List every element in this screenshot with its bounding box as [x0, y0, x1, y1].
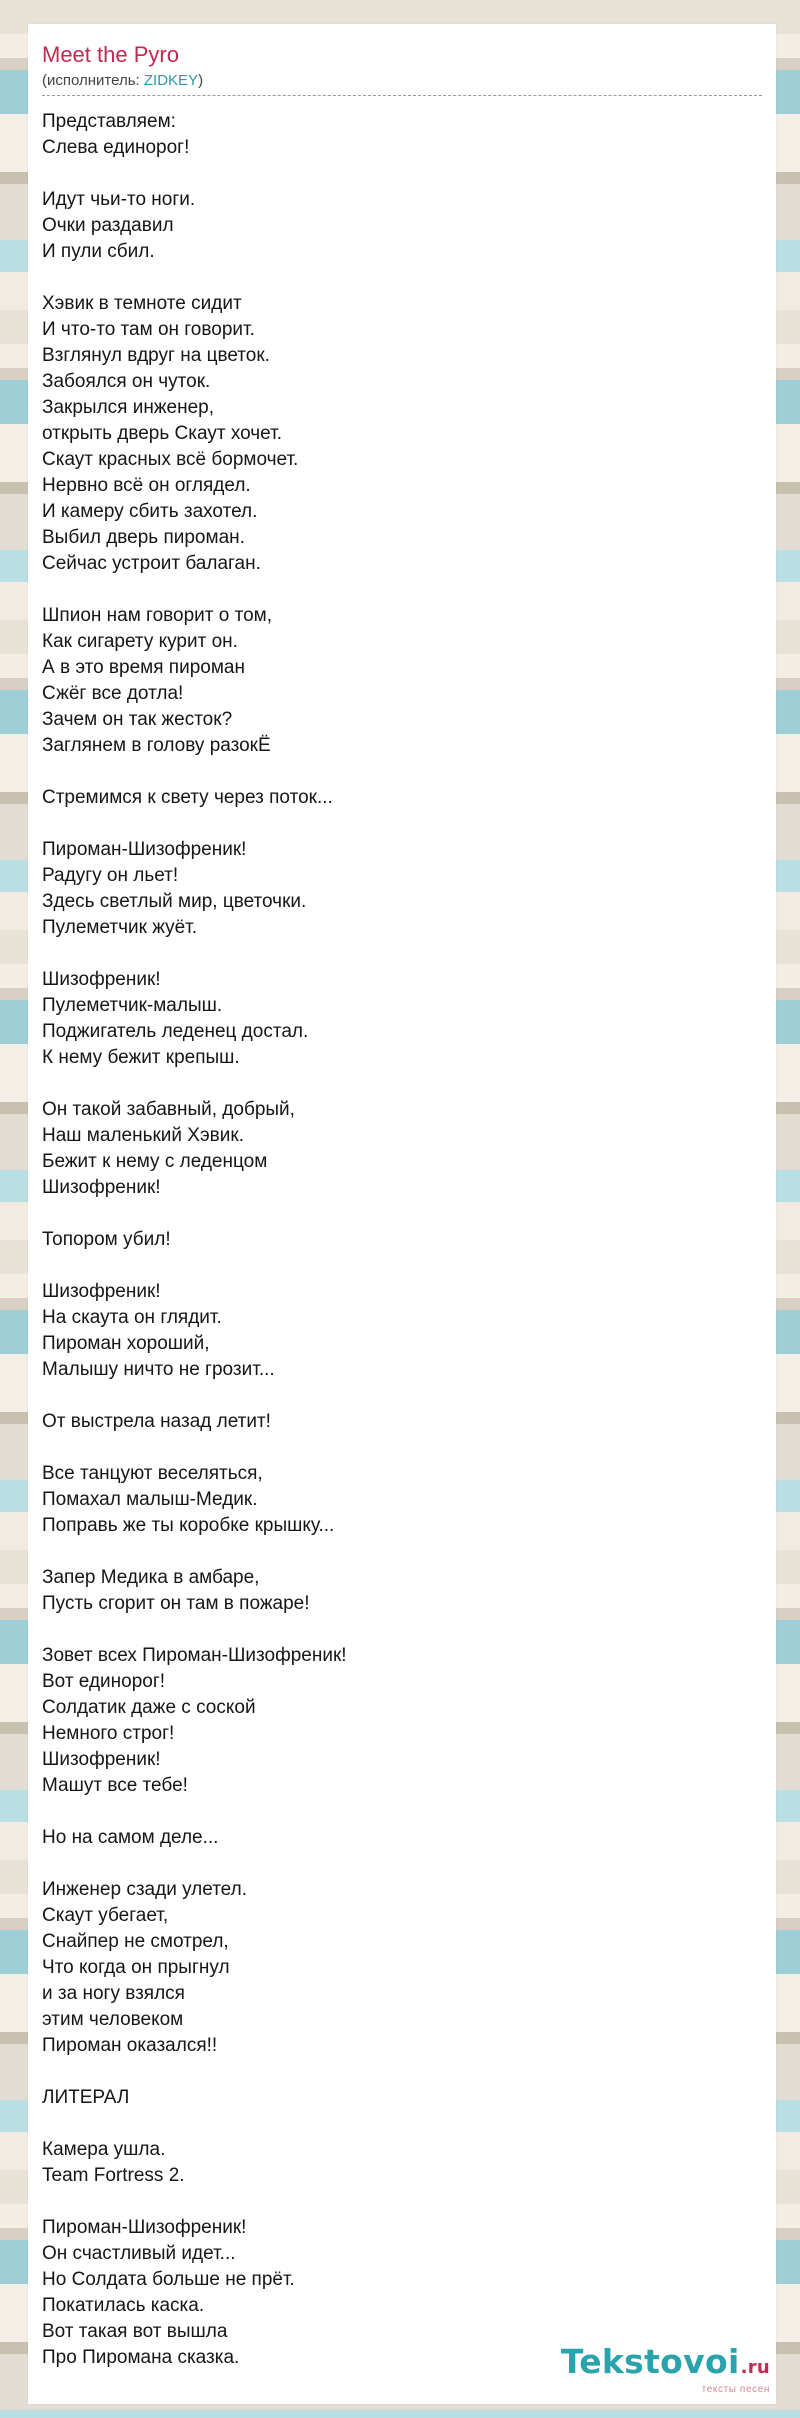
lyric-line: Он счастливый идет...	[42, 2243, 236, 2264]
lyric-line: Закрылся инженер,	[42, 397, 215, 418]
lyric-line: Шизофреник!	[42, 1281, 161, 1302]
lyric-line	[42, 1617, 762, 1643]
lyric-line	[42, 1201, 762, 1227]
lyric-line	[42, 2111, 762, 2137]
lyric-line: Что когда он прыгнул	[42, 1957, 230, 1978]
lyric-line: Забоялся он чуток.	[42, 371, 211, 392]
lyric-line: открыть дверь Скаут хочет.	[42, 423, 282, 444]
lyric-line: Инженер сзади улетел.	[42, 1879, 247, 1900]
lyric-line: Пироман оказался!!	[42, 2035, 218, 2056]
lyrics-card	[28, 24, 776, 2404]
lyric-line: Но Солдата больше не прёт.	[42, 2269, 295, 2290]
lyric-line	[42, 1435, 762, 1461]
lyric-line	[42, 2059, 762, 2085]
lyric-line: Слева единорог!	[42, 137, 190, 158]
lyric-line: этим человеком	[42, 2009, 184, 2030]
lyric-line: Запер Медика в амбаре,	[42, 1567, 260, 1588]
lyric-line: Поджигатель леденец достал.	[42, 1021, 309, 1042]
lyric-line	[42, 577, 762, 603]
lyric-line	[42, 759, 762, 785]
lyric-line: Скаут красных всё бормочет.	[42, 449, 299, 470]
lyrics-text	[42, 109, 762, 2371]
title-divider	[42, 95, 762, 96]
lyric-line	[42, 161, 762, 187]
lyric-line: Сжёг все дотла!	[42, 683, 184, 704]
logo-tagline: тексты песен	[701, 2384, 770, 2395]
logo-wordmark	[561, 2344, 770, 2386]
lyric-line: Наш маленький Хэвик.	[42, 1125, 244, 1146]
lyric-line: Хэвик в темноте сидит	[42, 293, 242, 314]
logo-tld: .ru	[740, 2357, 770, 2378]
lyric-line: Радугу он льет!	[42, 865, 179, 886]
lyric-line: Пусть сгорит он там в пожаре!	[42, 1593, 310, 1614]
lyric-line: Шпион нам говорит о том,	[42, 605, 272, 626]
lyric-line	[42, 1539, 762, 1565]
lyric-line: Немного строг!	[42, 1723, 175, 1744]
lyric-line: ЛИТЕРАЛ	[42, 2087, 130, 2108]
lyric-line: Сейчас устроит балаган.	[42, 553, 261, 574]
lyric-line: Вот единорог!	[42, 1671, 166, 1692]
lyric-line	[42, 1383, 762, 1409]
lyric-line: И пули сбил.	[42, 241, 155, 262]
lyric-line: Пулеметчик-малыш.	[42, 995, 223, 1016]
lyric-line: Как сигарету курит он.	[42, 631, 238, 652]
lyric-line: Камера ушла.	[42, 2139, 166, 2160]
logo-name: Tekstovoi	[560, 2342, 740, 2381]
lyric-line: Снайпер не смотрел,	[42, 1931, 229, 1952]
lyric-line: К нему бежит крепыш.	[42, 1047, 240, 1068]
lyric-line: Бежит к нему с леденцом	[42, 1151, 268, 1172]
lyric-line: И камеру сбить захотел.	[42, 501, 258, 522]
lyric-line: Малышу ничто не грозит...	[42, 1359, 275, 1380]
lyric-line: И что-то там он говорит.	[42, 319, 255, 340]
lyric-line: Зовет всех Пироман-Шизофреник!	[42, 1645, 347, 1666]
lyric-line: Выбил дверь пироман.	[42, 527, 245, 548]
lyric-line: Поправь же ты коробке крышку...	[42, 1515, 335, 1536]
lyric-line: Про Пиромана сказка.	[42, 2347, 240, 2368]
lyric-line: Помахал малыш-Медик.	[42, 1489, 258, 1510]
lyric-line: Взглянул вдруг на цветок.	[42, 345, 270, 366]
lyric-line: Идут чьи-то ноги.	[42, 189, 196, 210]
lyric-line: Team Fortress 2.	[42, 2165, 185, 2186]
lyric-line: Зачем он так жесток?	[42, 709, 233, 730]
lyric-line: Пироман-Шизофреник!	[42, 2217, 247, 2238]
lyric-line: Шизофреник!	[42, 969, 161, 990]
lyric-line	[42, 941, 762, 967]
artist-line	[42, 72, 762, 90]
lyric-line: От выстрела назад летит!	[42, 1411, 271, 1432]
lyric-line: Топором убил!	[42, 1229, 171, 1250]
lyric-line: Он такой забавный, добрый,	[42, 1099, 295, 1120]
lyric-line: Здесь светлый мир, цветочки.	[42, 891, 307, 912]
lyric-line: Представляем:	[42, 111, 176, 132]
lyric-line	[42, 1799, 762, 1825]
song-title: Meet the Pyro	[42, 42, 179, 67]
lyric-line: Пироман-Шизофреник!	[42, 839, 247, 860]
site-logo[interactable]	[561, 2344, 770, 2396]
lyric-line: Но на самом деле...	[42, 1827, 219, 1848]
lyric-line	[42, 811, 762, 837]
lyric-line: Заглянем в голову разокЁ	[42, 735, 271, 756]
lyric-line: Скаут убегает,	[42, 1905, 169, 1926]
artist-suffix: )	[198, 72, 204, 89]
lyric-line: Машут все тебе!	[42, 1775, 188, 1796]
lyric-line: Нервно всё он оглядел.	[42, 475, 251, 496]
lyric-line: и за ногу взялся	[42, 1983, 185, 2004]
lyric-line	[42, 2189, 762, 2215]
lyric-line	[42, 1253, 762, 1279]
lyric-line: Шизофреник!	[42, 1177, 161, 1198]
lyric-line: Шизофреник!	[42, 1749, 161, 1770]
lyric-line: А в это время пироман	[42, 657, 245, 678]
lyric-line	[42, 1071, 762, 1097]
lyric-line: Пулеметчик жуёт.	[42, 917, 198, 938]
lyric-line: Солдатик даже с соской	[42, 1697, 256, 1718]
artist-link[interactable]: ZIDKEY	[143, 72, 199, 89]
lyric-line: На скаута он глядит.	[42, 1307, 222, 1328]
lyric-line: Вот такая вот вышла	[42, 2321, 228, 2342]
lyric-line: Пироман хороший,	[42, 1333, 210, 1354]
artist-prefix: (исполнитель:	[42, 72, 144, 89]
lyric-line	[42, 1851, 762, 1877]
lyric-line: Стремимся к свету через поток...	[42, 787, 333, 808]
lyric-line	[42, 265, 762, 291]
lyric-line: Все танцуют веселяться,	[42, 1463, 263, 1484]
lyric-line: Покатилась каска.	[42, 2295, 205, 2316]
lyric-line: Очки раздавил	[42, 215, 174, 236]
